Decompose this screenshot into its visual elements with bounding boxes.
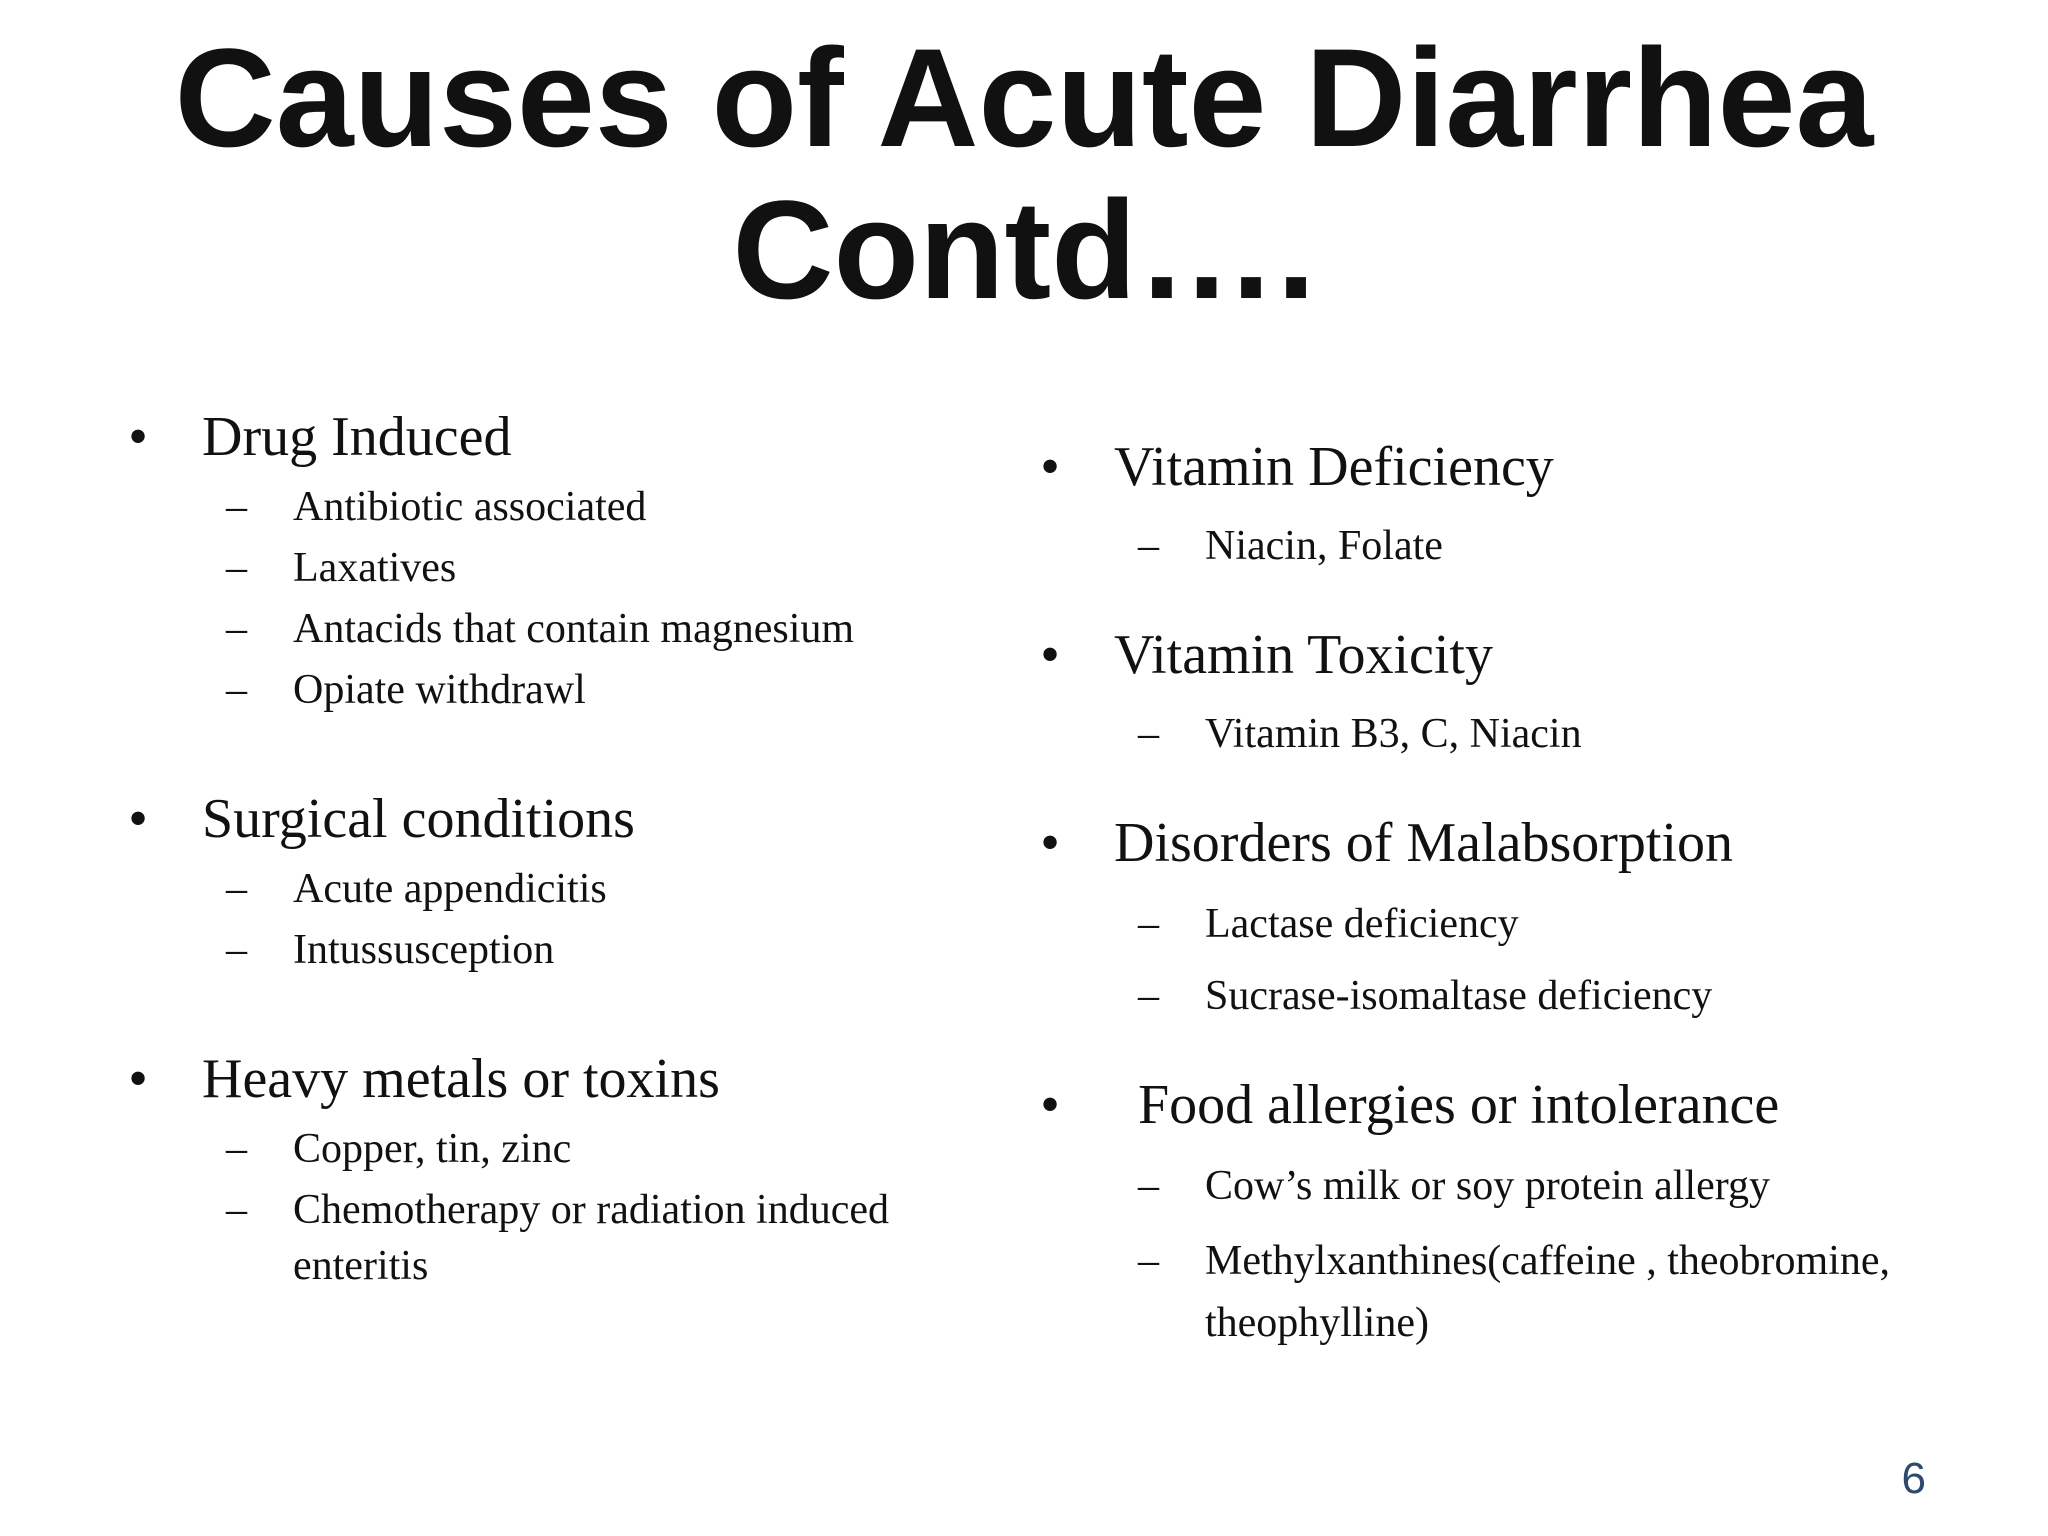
cause-item-text: Acute appendicitis	[293, 866, 607, 912]
cause-item	[118, 1121, 998, 1177]
cause-heading	[1030, 806, 1930, 880]
cause-item	[118, 601, 998, 657]
dash-icon: –	[1138, 523, 1159, 569]
cause-item-text: Intussusception	[293, 927, 555, 973]
cause-item-text: Vitamin B3, C, Niacin	[1205, 711, 1582, 757]
cause-group-food-allergies	[1030, 1068, 1930, 1354]
cause-item	[1030, 1230, 1930, 1354]
dash-icon: –	[226, 1126, 247, 1172]
bullet-icon: •	[128, 406, 148, 468]
cause-item	[1030, 968, 1930, 1024]
left-column	[118, 400, 998, 1358]
cause-heading-text: Vitamin Toxicity	[1114, 624, 1493, 686]
slide-title-line-2: Contd….	[732, 171, 1316, 328]
bullet-icon: •	[1040, 436, 1060, 498]
page-number: 6	[1901, 1454, 1926, 1503]
cause-group-heavy-metals	[118, 1042, 998, 1294]
cause-item-text: Antibiotic associated	[293, 484, 647, 530]
cause-heading-text: Drug Induced	[202, 406, 512, 468]
cause-item	[118, 479, 998, 535]
cause-item	[1030, 706, 1930, 762]
dash-icon: –	[226, 545, 247, 591]
cause-heading	[118, 1042, 998, 1116]
cause-item	[1030, 518, 1930, 574]
right-column	[1030, 430, 1930, 1398]
dash-icon: –	[226, 606, 247, 652]
dash-icon: –	[226, 927, 247, 973]
dash-icon: –	[226, 866, 247, 912]
cause-item	[1030, 896, 1930, 952]
cause-item-text: Niacin, Folate	[1205, 523, 1443, 569]
dash-icon: –	[1138, 1238, 1159, 1284]
cause-item-text: Chemotherapy or radiation induced enteritis	[293, 1187, 889, 1289]
cause-item	[118, 922, 998, 978]
bullet-icon: •	[128, 788, 148, 850]
dash-icon: –	[1138, 901, 1159, 947]
cause-item	[1030, 1158, 1930, 1214]
cause-item	[118, 662, 998, 718]
cause-item-text: Antacids that contain magnesium	[293, 606, 855, 652]
cause-item-text: Methylxanthines(caffeine , theobromine, theophylline)	[1205, 1238, 1891, 1346]
cause-heading-text: Disorders of Malabsorption	[1114, 812, 1734, 874]
cause-heading	[1030, 430, 1930, 504]
cause-group-vitamin-toxicity	[1030, 618, 1930, 762]
cause-item	[118, 861, 998, 917]
cause-heading	[1030, 1068, 1930, 1142]
cause-item-text: Laxatives	[293, 545, 457, 591]
cause-group-malabsorption	[1030, 806, 1930, 1024]
bullet-icon: •	[1040, 624, 1060, 686]
cause-item-text: Copper, tin, zinc	[293, 1126, 572, 1172]
slide-title-line-1: Causes of Acute Diarrhea	[174, 19, 1874, 176]
cause-heading	[118, 782, 998, 856]
cause-heading	[118, 400, 998, 474]
cause-item-text: Cow’s milk or soy protein allergy	[1205, 1163, 1771, 1209]
cause-item-text: Opiate withdrawl	[293, 667, 586, 713]
cause-item-text: Lactase deficiency	[1205, 901, 1519, 947]
dash-icon: –	[1138, 1163, 1159, 1209]
cause-item	[118, 1182, 998, 1294]
cause-heading-text: Vitamin Deficiency	[1114, 436, 1554, 498]
dash-icon: –	[226, 1187, 247, 1233]
bullet-icon: •	[128, 1048, 148, 1110]
slide-title	[0, 19, 2048, 328]
bullet-icon: •	[1040, 1074, 1060, 1136]
dash-icon: –	[226, 667, 247, 713]
cause-item-text: Sucrase-isomaltase deficiency	[1205, 973, 1713, 1019]
cause-heading-text: Heavy metals or toxins	[202, 1048, 720, 1110]
dash-icon: –	[226, 484, 247, 530]
dash-icon: –	[1138, 973, 1159, 1019]
cause-group-drug-induced	[118, 400, 998, 718]
cause-heading	[1030, 618, 1930, 692]
cause-heading-text: Surgical conditions	[202, 788, 635, 850]
cause-heading-text: Food allergies or intolerance	[1138, 1074, 1780, 1136]
dash-icon: –	[1138, 711, 1159, 757]
cause-group-vitamin-deficiency	[1030, 430, 1930, 574]
cause-item	[118, 540, 998, 596]
bullet-icon: •	[1040, 812, 1060, 874]
cause-group-surgical-conditions	[118, 782, 998, 978]
